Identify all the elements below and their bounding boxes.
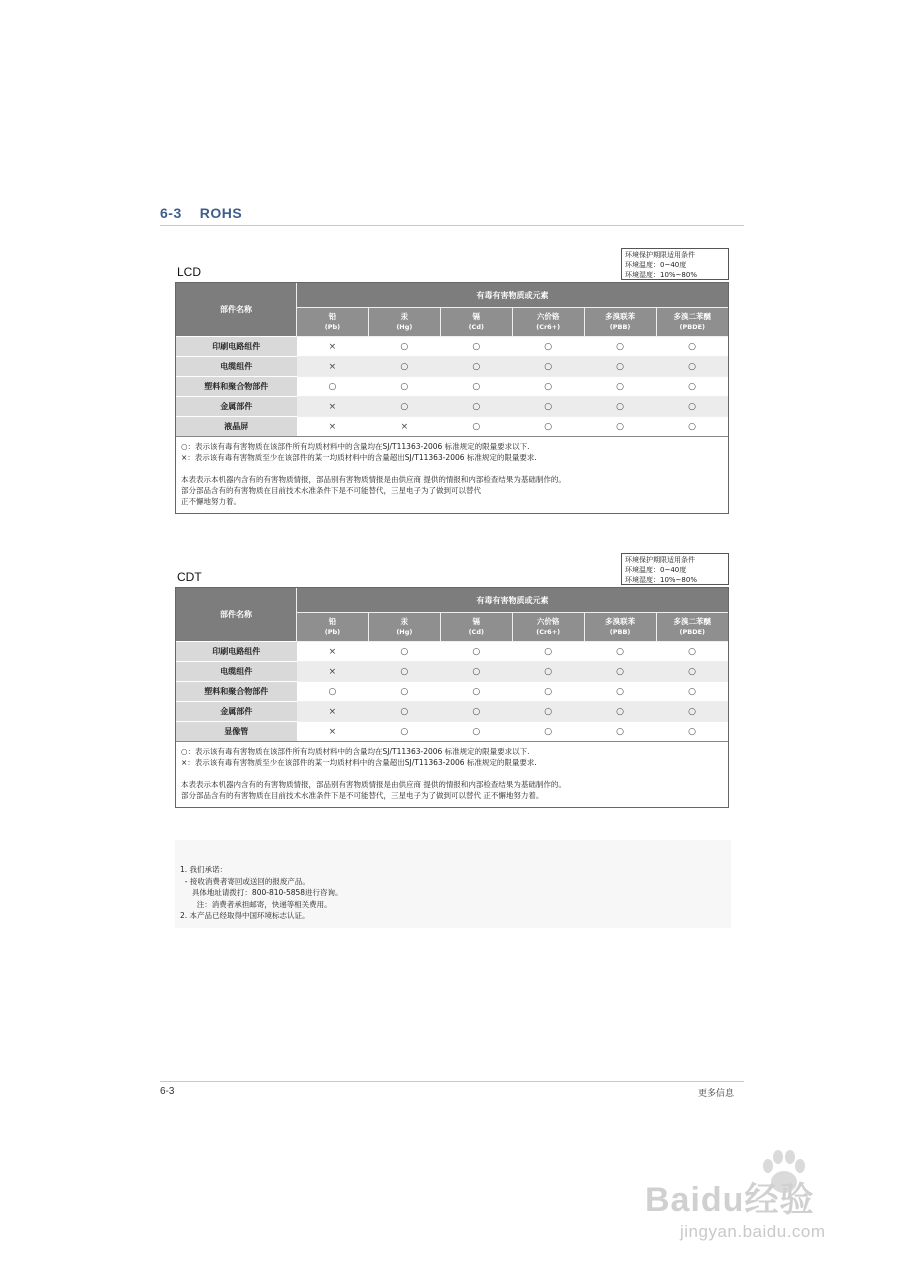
header-substance: 多溴联苯 (PBB) xyxy=(584,308,656,337)
condition-line: 环境保护期限适用条件 xyxy=(625,556,695,564)
table-cell: ○ xyxy=(584,397,656,417)
statement-line: 本表表示本机器内含有的有害物质情报，部品别有害物质情报是由供应商 提供的情报和内部检查结果为基础制作的。 xyxy=(181,475,566,484)
table-cell: ○ xyxy=(368,397,440,417)
table-cell: ○ xyxy=(440,642,512,662)
condition-line: 环境温度：0~40度 xyxy=(625,261,687,269)
section-number: 6-3 xyxy=(160,205,182,221)
header-substance-group: 有毒有害物质或元素 xyxy=(297,283,729,308)
table-cell: ○ xyxy=(368,357,440,377)
commitment-line: 1. 我们承诺： xyxy=(180,865,228,874)
note-cross: ×：表示该有毒有害物质至少在该部件的某一均质材料中的含量超出SJ/T11363-2006 标准规定的限量要求. xyxy=(181,453,537,462)
lcd-conditions-box xyxy=(621,248,729,280)
cdt-label: CDT xyxy=(177,570,202,584)
row-component-name: 金属部件 xyxy=(176,702,297,722)
header-substance: 镉 (Cd) xyxy=(440,308,512,337)
table-cell: ○ xyxy=(656,357,728,377)
row-component-name: 金属部件 xyxy=(176,397,297,417)
header-substance: 汞 (Hg) xyxy=(368,613,440,642)
table-cell: ○ xyxy=(584,377,656,397)
header-substance: 多溴二苯醚 (PBDE) xyxy=(656,308,728,337)
row-component-name: 印刷电路组件 xyxy=(176,337,297,357)
commitment-line: - 接收消费者寄回或送回的报废产品。 xyxy=(180,876,310,886)
lcd-label: LCD xyxy=(177,265,202,279)
table-cell: ○ xyxy=(584,642,656,662)
condition-line: 环境保护期限适用条件 xyxy=(625,251,695,259)
table-cell: ○ xyxy=(440,417,512,437)
commitment-line: 注：消费者承担邮寄，快递等相关费用。 xyxy=(180,899,332,909)
table-cell: ○ xyxy=(656,662,728,682)
header-substance: 铅 (Pb) xyxy=(297,613,369,642)
table-cell: ○ xyxy=(368,377,440,397)
commitment-line: 2. 本产品已经取得中国环境标志认证。 xyxy=(180,911,310,920)
header-substance: 六价铬 (Cr6+) xyxy=(512,613,584,642)
table-cell: × xyxy=(297,357,369,377)
row-component-name: 电缆组件 xyxy=(176,357,297,377)
table-cell: ○ xyxy=(584,702,656,722)
header-component: 部件名称 xyxy=(176,283,297,337)
commitment-box xyxy=(175,840,731,928)
table-cell: ○ xyxy=(512,417,584,437)
baidu-watermark xyxy=(640,1150,870,1275)
table-cell: × xyxy=(297,722,369,742)
footer-page-number: 6-3 xyxy=(160,1086,175,1097)
note-circle: ○：表示该有毒有害物质在该部件所有均质材料中的含量均在SJ/T11363-2006 标准规定的限量要求以下. xyxy=(181,442,530,451)
statement-line: 部分部品含有的有害物质在目前技术水准条件下是不可能替代，三星电子为了做到可以替代 xyxy=(181,486,481,495)
table-cell: × xyxy=(297,702,369,722)
table-row xyxy=(176,417,728,437)
section-name: ROHS xyxy=(199,205,243,221)
table-cell: ○ xyxy=(512,722,584,742)
table-cell: ○ xyxy=(656,417,728,437)
header-substance: 六价铬 (Cr6+) xyxy=(512,308,584,337)
table-cell: ○ xyxy=(297,682,369,702)
table-cell: ○ xyxy=(656,722,728,742)
table-cell: ○ xyxy=(440,397,512,417)
table-cell: ○ xyxy=(440,682,512,702)
footer-section-name: 更多信息 xyxy=(698,1089,735,1099)
statement-line: 本表表示本机器内含有的有害物质情报，部品别有害物质情报是由供应商 提供的情报和内部检查结果为基础制作的。 xyxy=(181,780,566,789)
table-cell: ○ xyxy=(656,377,728,397)
table-cell: ○ xyxy=(368,337,440,357)
table-row xyxy=(176,682,728,702)
table-row xyxy=(176,702,728,722)
table-row xyxy=(176,357,728,377)
table-cell: ○ xyxy=(512,397,584,417)
note-circle: ○：表示该有毒有害物质在该部件所有均质材料中的含量均在SJ/T11363-2006 标准规定的限量要求以下. xyxy=(181,747,530,756)
header-substance: 铅 (Pb) xyxy=(297,308,369,337)
table-cell: × xyxy=(297,397,369,417)
table-cell: ○ xyxy=(512,662,584,682)
table-cell: ○ xyxy=(656,397,728,417)
header-substance: 多溴二苯醚 (PBDE) xyxy=(656,613,728,642)
condition-line: 环境湿度：10%~80% xyxy=(625,271,697,279)
lcd-notes xyxy=(176,436,728,513)
table-cell: ○ xyxy=(584,682,656,702)
row-component-name: 显像管 xyxy=(176,722,297,742)
table-cell: ○ xyxy=(512,377,584,397)
table-cell: ○ xyxy=(440,722,512,742)
lcd-substance-table xyxy=(176,283,728,436)
table-cell: ○ xyxy=(512,702,584,722)
table-cell: ○ xyxy=(584,417,656,437)
footer-divider xyxy=(160,1081,744,1082)
cdt-conditions-box xyxy=(621,553,729,585)
title-divider xyxy=(160,225,744,226)
cdt-table-frame xyxy=(175,587,729,808)
table-cell: ○ xyxy=(440,337,512,357)
table-row xyxy=(176,722,728,742)
watermark-url: jingyan.baidu.com xyxy=(680,1222,826,1241)
commitment-line: 具体地址请拨打：800-810-5858进行咨询。 xyxy=(180,888,343,897)
row-component-name: 印刷电路组件 xyxy=(176,642,297,662)
table-cell: ○ xyxy=(584,722,656,742)
table-cell: ○ xyxy=(368,682,440,702)
header-substance: 镉 (Cd) xyxy=(440,613,512,642)
table-cell: ○ xyxy=(368,662,440,682)
table-row xyxy=(176,662,728,682)
table-cell: ○ xyxy=(440,702,512,722)
table-cell: ○ xyxy=(656,702,728,722)
table-cell: ○ xyxy=(368,642,440,662)
lcd-table-frame xyxy=(175,282,729,514)
header-substance: 多溴联苯 (PBB) xyxy=(584,613,656,642)
table-row xyxy=(176,642,728,662)
watermark-brand: Baidu经验 xyxy=(645,1181,815,1219)
header-substance-group: 有毒有害物质或元素 xyxy=(297,588,729,613)
condition-line: 环境温度：0~40度 xyxy=(625,566,687,574)
table-cell: ○ xyxy=(584,357,656,377)
statement-line: 部分部品含有的有害物质在目前技术水准条件下是不可能替代，三星电子为了做到可以替代 正不懈地努力着。 xyxy=(181,791,544,800)
header-substance: 汞 (Hg) xyxy=(368,308,440,337)
row-component-name: 塑料和聚合物部件 xyxy=(176,377,297,397)
cdt-substance-table xyxy=(176,588,728,741)
section-title xyxy=(160,205,242,221)
table-cell: ○ xyxy=(584,662,656,682)
table-cell: ○ xyxy=(512,357,584,377)
row-component-name: 塑料和聚合物部件 xyxy=(176,682,297,702)
table-cell: × xyxy=(297,662,369,682)
row-component-name: 电缆组件 xyxy=(176,662,297,682)
table-row xyxy=(176,397,728,417)
table-cell: ○ xyxy=(512,642,584,662)
table-cell: ○ xyxy=(512,337,584,357)
table-cell: ○ xyxy=(440,357,512,377)
table-cell: ○ xyxy=(512,682,584,702)
table-cell: ○ xyxy=(440,377,512,397)
condition-line: 环境湿度：10%~80% xyxy=(625,576,697,584)
note-cross: ×：表示该有毒有害物质至少在该部件的某一均质材料中的含量超出SJ/T11363-2006 标准规定的限量要求. xyxy=(181,758,537,767)
header-component: 部件名称 xyxy=(176,588,297,642)
table-cell: ○ xyxy=(656,642,728,662)
table-cell: ○ xyxy=(368,722,440,742)
table-cell: × xyxy=(297,337,369,357)
table-cell: ○ xyxy=(656,682,728,702)
table-cell: ○ xyxy=(440,662,512,682)
table-cell: ○ xyxy=(368,702,440,722)
row-component-name: 液晶屏 xyxy=(176,417,297,437)
table-row xyxy=(176,337,728,357)
table-cell: ○ xyxy=(656,337,728,357)
table-cell: ○ xyxy=(584,337,656,357)
table-row xyxy=(176,377,728,397)
table-cell: × xyxy=(368,417,440,437)
statement-line: 正不懈地努力着。 xyxy=(181,497,241,506)
table-cell: ○ xyxy=(297,377,369,397)
table-cell: × xyxy=(297,417,369,437)
table-cell: × xyxy=(297,642,369,662)
cdt-notes xyxy=(176,741,728,807)
